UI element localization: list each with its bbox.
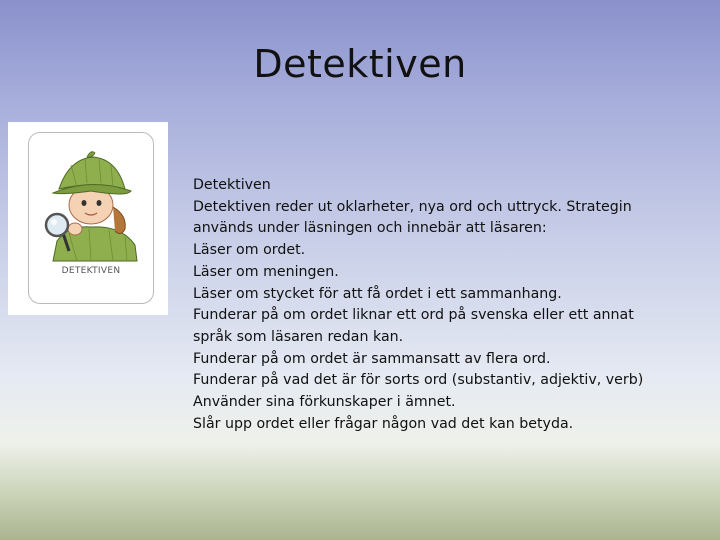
slide-body: [193, 175, 693, 435]
body-line: Detektiven reder ut oklarheter, nya ord och uttryck. Strategin: [193, 198, 632, 215]
body-line: Använder sina förkunskaper i ämnet.: [193, 394, 456, 411]
body-line: Funderar på vad det är för sorts ord (substantiv, adjektiv, verb): [193, 372, 644, 389]
body-line-heading: Detektiven: [193, 177, 271, 193]
body-line: Slår upp ordet eller frågar någon vad det kan betyda.: [193, 415, 574, 432]
body-line: Läser om stycket för att få ordet i ett sammanhang.: [193, 285, 562, 302]
card-label: DETEKTIVEN: [61, 266, 121, 276]
body-line: Funderar på om ordet är sammansatt av flera ord.: [193, 350, 551, 367]
body-line: Funderar på om ordet liknar ett ord på svenska eller ett annat: [193, 307, 634, 324]
detective-card: [28, 132, 154, 304]
body-line: Läser om meningen.: [193, 263, 339, 280]
slide-title: Detektiven: [253, 42, 467, 86]
detective-illustration: [29, 133, 154, 304]
body-line: används under läsningen och innebär att läsaren:: [193, 220, 547, 237]
detective-card-image: [8, 122, 168, 315]
body-line: Läser om ordet.: [193, 242, 306, 259]
body-line: språk som läsaren redan kan.: [193, 328, 404, 345]
